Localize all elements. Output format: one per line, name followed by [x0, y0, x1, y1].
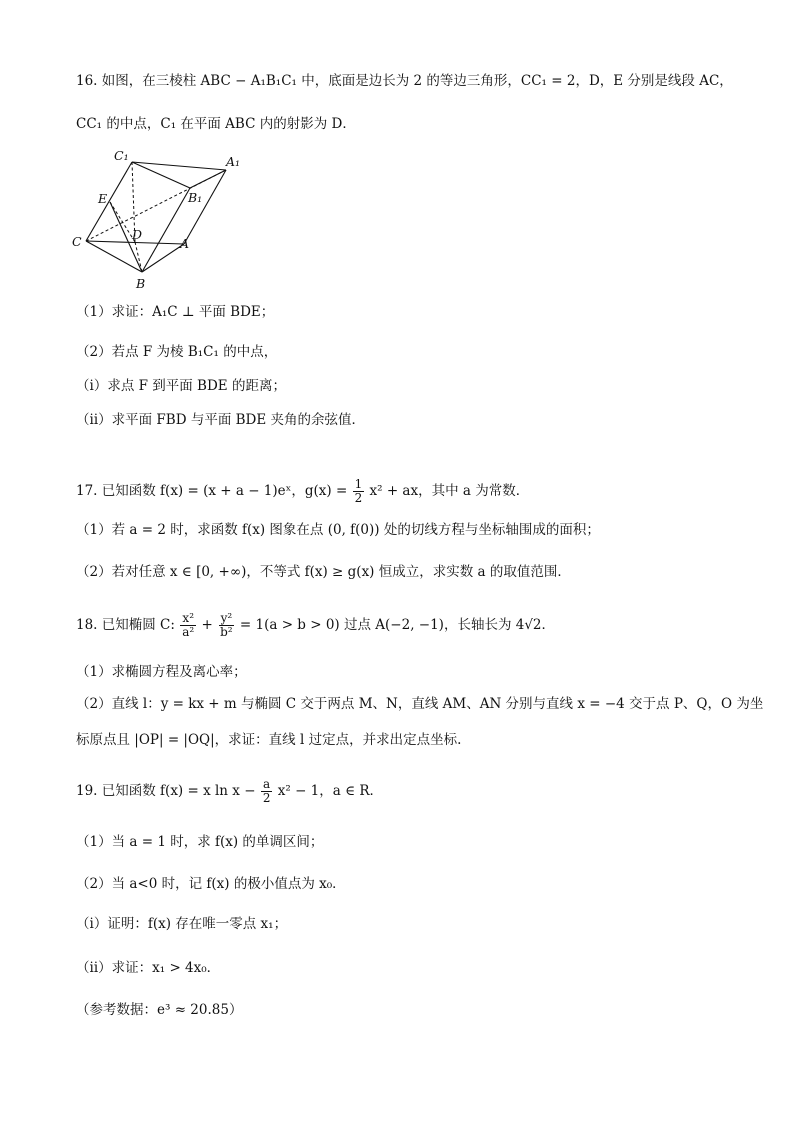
q19-part2: （2）当 a<0 时，记 f(x) 的极小值点为 x₀． — [76, 876, 346, 892]
q16-part2: （2）若点 F 为棱 B₁C₁ 的中点， — [76, 344, 278, 360]
q19-part2i: （ⅰ）证明：f(x) 存在唯一零点 x₁； — [76, 916, 288, 932]
q17-intro — [76, 478, 529, 505]
q18-intro — [76, 612, 555, 639]
q17-intro-a: 17. 已知函数 f(x) = (x + a − 1)eˣ，g(x) = — [76, 483, 348, 499]
q16-part2i: （ⅰ）求点 F 到平面 BDE 的距离； — [76, 378, 286, 394]
q19-intro-a: 19. 已知函数 f(x) = x ln x − — [76, 783, 256, 799]
q18-frac2-den: b² — [220, 625, 233, 639]
q19-fraction — [261, 778, 273, 805]
q16-part2ii: （ⅱ）求平面 FBD 与平面 BDE 夹角的余弦值． — [76, 412, 366, 428]
q17-frac-den: 2 — [354, 491, 363, 505]
q17-fraction — [353, 478, 365, 505]
q17-part1: （1）若 a = 2 时，求函数 f(x) 图象在点 (0, f(0)) 处的切线方程与坐标轴围成的面积； — [76, 522, 600, 538]
q19-reference: （参考数据：e³ ≈ 20.85） — [76, 1002, 243, 1018]
q17-intro-b: x² + ax，其中 a 为常数． — [369, 483, 530, 499]
q19-frac-num: a — [263, 777, 271, 791]
q18-intro-a: 18. 已知椭圆 C: — [76, 617, 175, 633]
q18-intro-b: = 1(a > b > 0) 过点 A(−2, −1)，长轴长为 4√2． — [239, 617, 556, 633]
q18-frac1-num: x² — [182, 611, 194, 625]
label-C1: C₁ — [114, 148, 129, 163]
q16-part1: （1）求证：A₁C ⊥ 平面 BDE； — [76, 304, 275, 320]
label-A: A — [180, 236, 190, 251]
q18-fraction-x — [180, 612, 196, 639]
label-E: E — [98, 191, 108, 206]
q18-part2-line2: 标原点且 |OP| = |OQ|，求证：直线 l 过定点，并求出定点坐标. — [76, 732, 462, 748]
q18-part1: （1）求椭圆方程及离心率； — [76, 664, 247, 680]
q18-plus: + — [201, 617, 213, 633]
q18-fraction-y — [218, 612, 235, 639]
q19-part1: （1）当 a = 1 时，求 f(x) 的单调区间； — [76, 834, 324, 850]
q19-intro-b: x² − 1，a ∈ R． — [277, 783, 384, 799]
label-D: D — [132, 227, 143, 242]
q18-frac1-den: a² — [182, 625, 195, 639]
q17-part2: （2）若对任意 x ∈ [0, +∞)，不等式 f(x) ≥ g(x) 恒成立，求实数 a 的取值范围． — [76, 564, 571, 580]
prism-figure — [66, 146, 256, 294]
q16-line2: CC₁ 的中点，C₁ 在平面 ABC 内的射影为 D． — [76, 116, 356, 132]
q18-part2-line1: （2）直线 l：y = kx + m 与椭圆 C 交于两点 M、N，直线 AM、AN 分别与直线 x = −4 交于点 P、Q，O 为坐 — [76, 696, 764, 712]
q17-frac-num: 1 — [354, 477, 363, 491]
q19-frac-den: 2 — [262, 791, 271, 805]
q19-part2ii: （ⅱ）求证：x₁ > 4x₀． — [76, 960, 221, 976]
q16-line1: 16. 如图，在三棱柱 ABC − A₁B₁C₁ 中，底面是边长为 2 的等边三角形，CC₁ = 2，D，E 分别是线段 AC， — [76, 73, 733, 89]
label-C: C — [72, 234, 82, 249]
label-A1: A₁ — [226, 154, 241, 169]
q19-intro — [76, 778, 383, 805]
label-B1: B₁ — [188, 190, 203, 205]
q18-frac2-num: y² — [220, 611, 233, 625]
label-B: B — [136, 276, 146, 291]
